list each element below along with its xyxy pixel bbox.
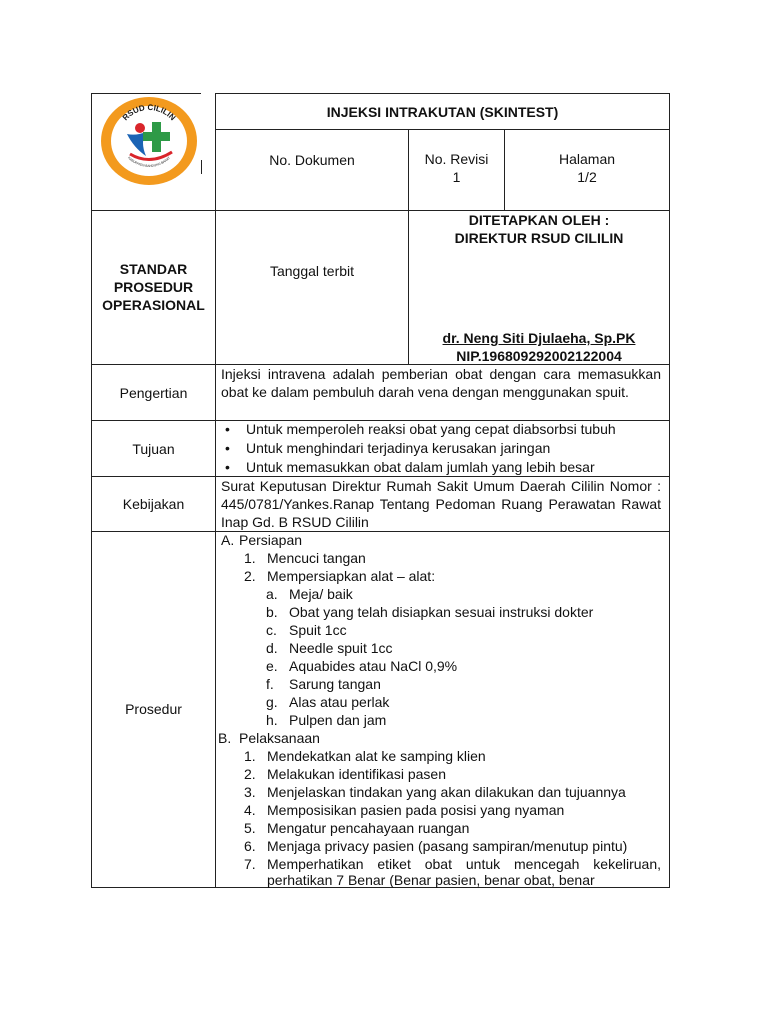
no-dokumen-label: No. Dokumen	[269, 152, 355, 168]
logo-inner-text: KABUPATEN BANDUNG BARAT	[127, 155, 171, 168]
pelaksanaan-step-continued: perhatikan 7 Benar (Benar pasien, benar obat, benar	[267, 872, 595, 888]
pelaksanaan-step: 5. Mengatur pencahayaan ruangan	[244, 820, 470, 836]
alat-item: e. Aquabides atau NaCl 0,9%	[266, 658, 458, 674]
halaman-value: 1/2	[577, 169, 597, 185]
tanggal-terbit-label: Tanggal terbit	[269, 263, 355, 279]
halaman-cell	[505, 150, 669, 186]
ditetapkan-block	[409, 211, 669, 247]
table-border-right	[669, 93, 670, 888]
tujuan-item: • Untuk memperoleh reaksi obat yang cepat diabsorbsi tubuh	[216, 420, 666, 439]
pelaksanaan-heading: B. Pelaksanaan	[218, 730, 320, 746]
ditetapkan-line1: DITETAPKAN OLEH :	[468, 212, 610, 228]
logo-emblem-icon	[100, 96, 198, 186]
pelaksanaan-step: 4. Memposisikan pasien pada posisi yang nyaman	[244, 802, 565, 818]
prosedur-label: Prosedur	[125, 701, 182, 717]
alat-item: a. Meja/ baik	[266, 586, 353, 602]
no-revisi-cell	[409, 150, 504, 186]
persiapan-step: 1. Mencuci tangan	[244, 550, 366, 566]
document-title: INJEKSI INTRAKUTAN (SKINTEST)	[326, 103, 559, 120]
signer-block	[409, 329, 669, 365]
logo-arc-text: RSUD CILILIN	[120, 102, 178, 123]
sop-label-line: STANDAR	[119, 261, 188, 277]
sop-label	[92, 260, 215, 314]
tujuan-label: Tujuan	[132, 440, 175, 457]
tujuan-list	[216, 420, 666, 477]
pelaksanaan-step: 6. Menjaga privacy pasien (pasang sampiran/menutup pintu)	[244, 838, 628, 854]
tujuan-item: • Untuk menghindari terjadinya kerusakan jaringan	[216, 439, 666, 458]
signer-name: dr. Neng Siti Djulaeha, Sp.PK	[442, 330, 636, 346]
no-revisi-label: No. Revisi	[424, 151, 489, 167]
sop-label-line: OPERASIONAL	[102, 297, 205, 313]
pelaksanaan-step: 3. Menjelaskan tindakan yang akan dilakukan dan tujuannya	[244, 784, 626, 800]
ditetapkan-line2: DIREKTUR RSUD CILILIN	[454, 230, 624, 246]
alat-item: g. Alas atau perlak	[266, 694, 390, 710]
persiapan-step: 2. Mempersiapkan alat – alat:	[244, 568, 436, 584]
kebijakan-label: Kebijakan	[122, 496, 185, 512]
prosedur-content	[216, 531, 669, 887]
pelaksanaan-step: 7. Memperhatikan etiket obat untuk mencegah kekeliruan,	[244, 856, 661, 872]
alat-item: d. Needle spuit 1cc	[266, 640, 393, 656]
alat-item: b. Obat yang telah disiapkan sesuai instruksi dokter	[266, 604, 594, 620]
logo-side-tick	[201, 160, 202, 174]
signer-nip: NIP.196809292002122004	[456, 348, 622, 364]
no-revisi-value: 1	[452, 169, 461, 185]
tujuan-item: • Untuk memasukkan obat dalam jumlah yang lebih besar	[216, 458, 666, 477]
halaman-label: Halaman	[558, 151, 616, 167]
table-border-top-logo	[91, 93, 201, 94]
pengertian-text: Injeksi intravena adalah pemberian obat dengan cara memasukkan obat ke dalam pembuluh darah vena dengan menggunakan spuit.	[221, 366, 661, 400]
pengertian-label: Pengertian	[119, 384, 188, 401]
pelaksanaan-step: 2. Melakukan identifikasi pasen	[244, 766, 446, 782]
alat-item: c. Spuit 1cc	[266, 622, 347, 638]
sop-label-line: PROSEDUR	[113, 279, 194, 295]
persiapan-heading: A. Persiapan	[221, 532, 303, 548]
pelaksanaan-step: 1. Mendekatkan alat ke samping klien	[244, 748, 486, 764]
alat-item: f. Sarung tangan	[266, 676, 381, 692]
hospital-logo	[100, 96, 198, 186]
alat-item: h. Pulpen dan jam	[266, 712, 387, 728]
kebijakan-text: Surat Keputusan Direktur Rumah Sakit Umum Daerah Cililin Nomor : 445/0781/Yankes.Ranap Tentang Pedoman Ruang Perawatan Rawat Inap Gd. B RSUD Cililin	[221, 478, 661, 530]
